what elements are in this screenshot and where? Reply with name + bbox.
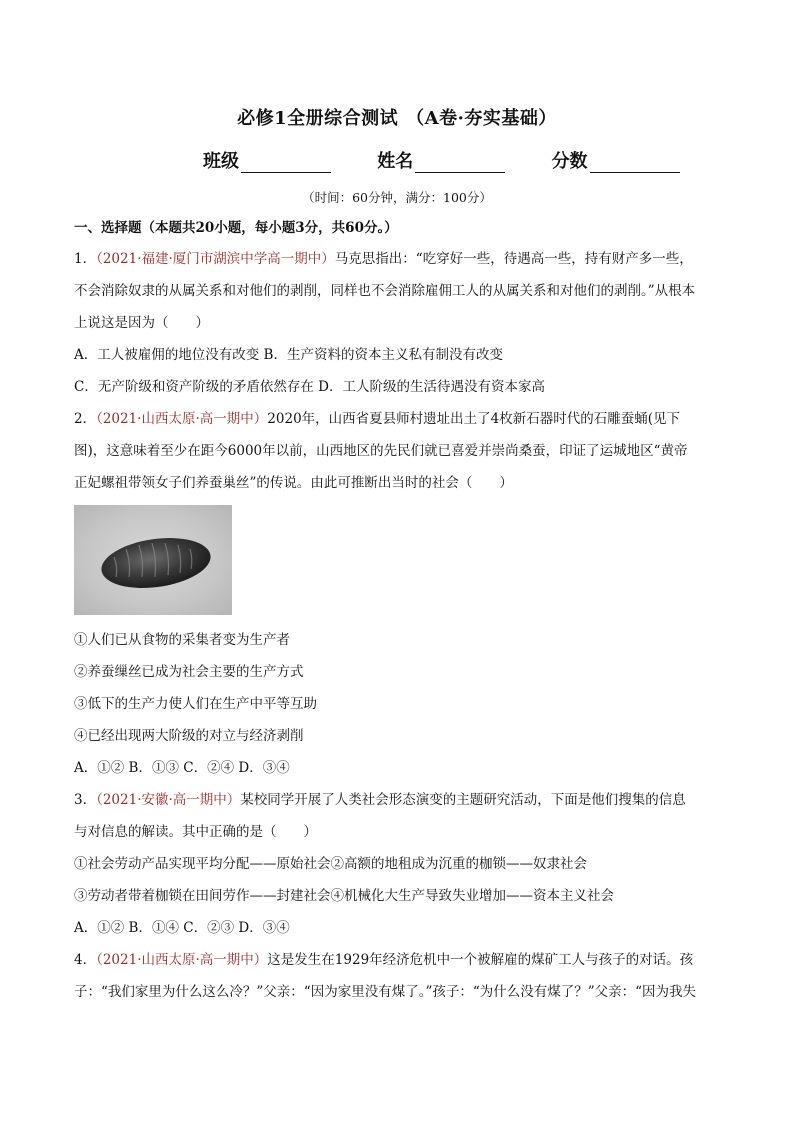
q1-line-2: 不会消除奴隶的从属关系和对他们的剥削，同样也不会消除雇佣工人的从属关系和对他们的剥削。”从根本	[74, 283, 696, 299]
q4-source: （2021·山西太原·高一期中）	[96, 952, 268, 968]
silkworm-pupa-photo	[74, 505, 232, 615]
q2-line-3: 正妃螺祖带领女子们养蚕巢丝”的传说。由此可推断出当时的社会（ ）	[74, 475, 513, 491]
q2-item-1: ①人们已从食物的采集者变为生产者	[74, 632, 290, 648]
class-field[interactable]: 班级	[203, 147, 331, 173]
q3-line-1: 3．（2021·安徽·高一期中）某校同学开展了人类社会形态演变的主题研究活动，下面是他们搜集的信息	[74, 792, 686, 808]
name-blank[interactable]	[415, 154, 505, 173]
exam-title	[0, 104, 794, 130]
q1-options-ab: A．工人被雇佣的地位没有改变 B．生产资料的资本主义私有制没有改变	[74, 347, 503, 363]
section-title: 一、选择题（本题共20小题，每小题3分，共60分。）	[74, 220, 398, 236]
time-note: （时间：60分钟，满分：100分）	[302, 190, 492, 205]
q3-item-1: ①社会劳动产品实现平均分配——原始社会②高额的地租成为沉重的枷锁——奴隶社会	[74, 856, 587, 872]
q2-item-4: ④已经出现两大阶级的对立与经济剥削	[74, 728, 304, 744]
q1-line-1: 1．（2021·福建·厦门市湖滨中学高一期中）马克思指出：“吃穿好一些，待遇高一些，持有财产多一些，	[74, 251, 693, 267]
student-info-fields	[203, 147, 720, 173]
q4-line-1: 4．（2021·山西太原·高一期中）这是发生在1929年经济危机中一个被解雇的煤矿工人与孩子的对话。孩	[74, 952, 694, 968]
q3-answer-options: A．①② B．①④ C．②③ D．③④	[74, 920, 290, 936]
score-blank[interactable]	[590, 154, 680, 173]
score-field[interactable]: 分数	[552, 147, 680, 173]
q2-line-1: 2．（2021·山西太原·高一期中）2020年，山西省夏县师村遗址出土了4枚新石器时代的石雕蚕蛹(见下	[74, 411, 681, 427]
q1-source: （2021·福建·厦门市湖滨中学高一期中）	[96, 251, 335, 267]
title-main: 必修1全册综合测试	[237, 108, 399, 129]
q3-source: （2021·安徽·高一期中）	[96, 792, 241, 808]
q2-item-2: ②养蚕缫丝已成为社会主要的生产方式	[74, 664, 304, 680]
title-sub: （A卷·夯实基础）	[406, 108, 557, 129]
q1-line-3: 上说这是因为（ ）	[74, 315, 209, 331]
q2-source: （2021·山西太原·高一期中）	[96, 411, 268, 427]
q2-item-3: ③低下的生产力使人们在生产中平等互助	[74, 696, 317, 712]
q3-line-2: 与对信息的解读。其中正确的是（ ）	[74, 824, 317, 840]
q4-line-2: 子：“我们家里为什么这么冷？”父亲：“因为家里没有煤了。”孩子：“为什么没有煤了？”父亲：“因为我失	[74, 984, 697, 1000]
name-field[interactable]: 姓名	[377, 147, 505, 173]
q2-answer-options: A．①② B．①③ C．②④ D．③④	[74, 760, 290, 776]
class-blank[interactable]	[241, 154, 331, 173]
q1-options-cd: C．无产阶级和资产阶级的矛盾依然存在 D．工人阶级的生活待遇没有资本家高	[74, 379, 545, 395]
q3-item-2: ③劳动者带着枷锁在田间劳作——封建社会④机械化大生产导致失业增加——资本主义社会	[74, 888, 614, 904]
q2-line-2: 图)，这意味着至少在距今6000年以前，山西地区的先民们就已喜爱并崇尚桑蚕，印证了运城地区“黄帝	[74, 443, 688, 459]
